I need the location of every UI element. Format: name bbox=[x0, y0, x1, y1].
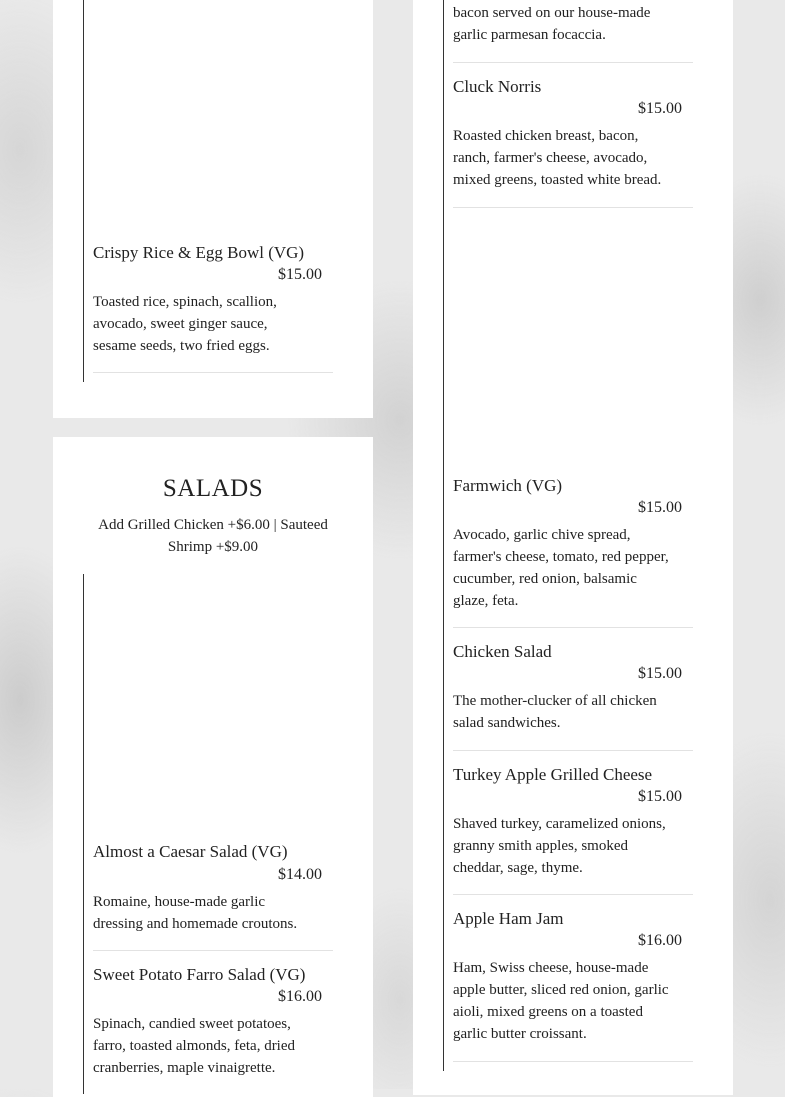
item-description: bacon served on our house-made garlic parmesan focaccia. bbox=[453, 5, 651, 43]
menu-item-caesar[interactable] bbox=[93, 841, 333, 935]
item-divider bbox=[453, 1061, 693, 1062]
item-description: Spinach, candied sweet potatoes, farro, toasted almonds, feta, dried cranberries, maple vinaigrette. bbox=[93, 1016, 296, 1076]
left-rule-salads bbox=[83, 574, 84, 1094]
item-divider bbox=[453, 627, 693, 628]
item-divider bbox=[453, 207, 693, 208]
left-rule-sandwiches bbox=[443, 0, 444, 1071]
menu-item-farmwich[interactable] bbox=[453, 475, 693, 612]
item-divider bbox=[453, 62, 693, 63]
menu-item-apple-ham-jam[interactable] bbox=[453, 908, 693, 1045]
menu-item-cluck-norris[interactable] bbox=[453, 76, 693, 191]
item-name: Farmwich (VG) bbox=[453, 476, 563, 495]
item-description: Roasted chicken breast, bacon, ranch, farmer's cheese, avocado, mixed greens, toasted white bread. bbox=[453, 128, 662, 188]
menu-item-chicken-salad[interactable] bbox=[453, 641, 693, 734]
menu-item-focaccia-tail[interactable] bbox=[453, 2, 693, 46]
menu-item-turkey-apple[interactable] bbox=[453, 764, 693, 879]
item-description: Romaine, house-made garlic dressing and homemade croutons. bbox=[93, 894, 298, 932]
menu-item-crispy-rice[interactable] bbox=[93, 242, 333, 357]
item-description: The mother-clucker of all chicken salad sandwiches. bbox=[453, 693, 657, 731]
section-title-salads: SALADS bbox=[162, 475, 264, 502]
item-description: Ham, Swiss cheese, house-made apple butter, sliced red onion, garlic aioli, mixed greens on a toasted garlic butter croissant. bbox=[453, 960, 669, 1042]
item-price: $15.00 bbox=[638, 665, 682, 682]
item-price: $16.00 bbox=[278, 988, 322, 1005]
item-divider bbox=[453, 750, 693, 751]
item-price: $14.00 bbox=[278, 866, 322, 883]
item-name: Sweet Potato Farro Salad (VG) bbox=[93, 965, 306, 984]
item-description: Shaved turkey, caramelized onions, granny smith apples, smoked cheddar, sage, thyme. bbox=[453, 816, 666, 876]
item-divider bbox=[453, 894, 693, 895]
item-price: $15.00 bbox=[638, 788, 682, 805]
item-price: $15.00 bbox=[638, 100, 682, 117]
item-name: Apple Ham Jam bbox=[453, 909, 564, 928]
left-rule-bowls bbox=[83, 0, 84, 382]
item-name: Chicken Salad bbox=[453, 642, 552, 661]
item-name: Turkey Apple Grilled Cheese bbox=[453, 765, 653, 784]
item-price: $16.00 bbox=[638, 932, 682, 949]
item-price: $15.00 bbox=[278, 266, 322, 283]
item-description: Avocado, garlic chive spread, farmer's cheese, tomato, red pepper, cucumber, red onion, balsamic glaze, feta. bbox=[453, 527, 669, 609]
section-subtitle-salads: Add Grilled Chicken +$6.00 | Sauteed Shrimp +$9.00 bbox=[98, 517, 328, 555]
item-name: Almost a Caesar Salad (VG) bbox=[93, 842, 288, 861]
item-name: Cluck Norris bbox=[453, 77, 542, 96]
item-name: Crispy Rice & Egg Bowl (VG) bbox=[93, 243, 305, 262]
item-divider bbox=[93, 950, 333, 951]
menu-item-farro-salad[interactable] bbox=[93, 964, 333, 1079]
item-divider bbox=[93, 372, 333, 373]
item-description: Toasted rice, spinach, scallion, avocado, sweet ginger sauce, sesame seeds, two fried eggs. bbox=[93, 294, 277, 354]
item-price: $15.00 bbox=[638, 499, 682, 516]
